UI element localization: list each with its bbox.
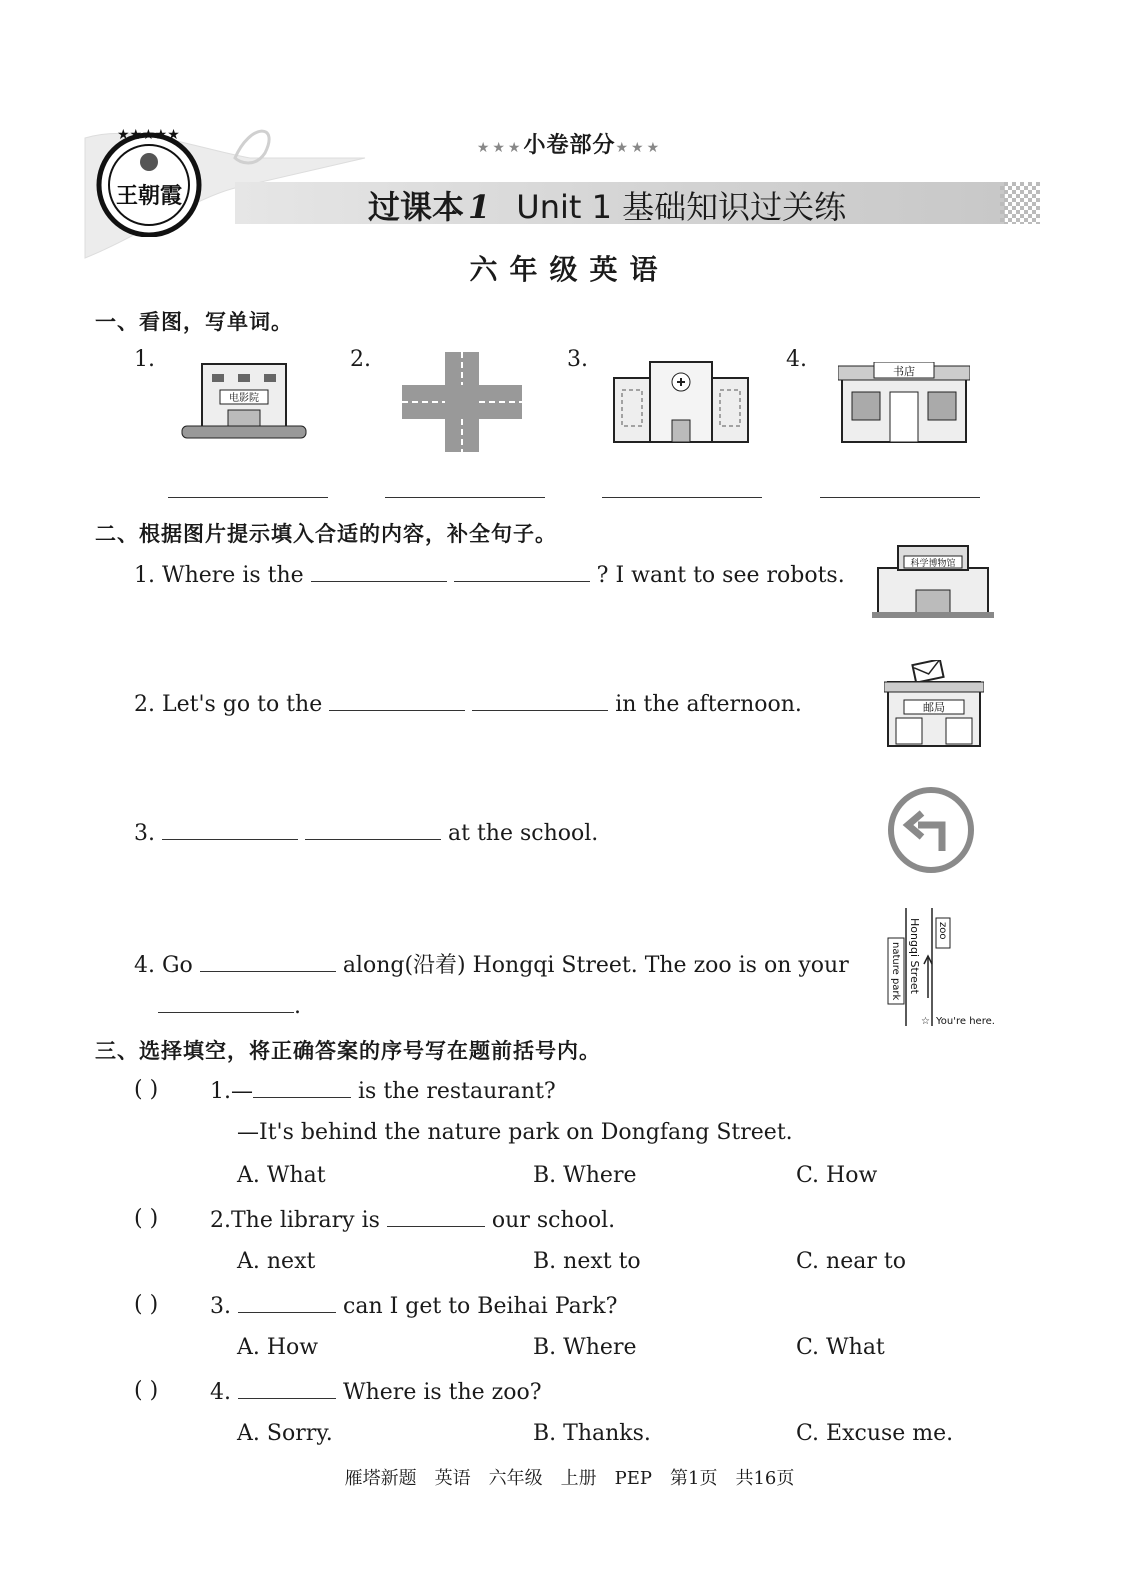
option-b: B. Thanks. (533, 1421, 651, 1446)
s3-paren[interactable]: ( ) (134, 1206, 159, 1231)
svg-text:☆: ☆ (921, 1016, 930, 1027)
bookstore-building-icon (838, 362, 970, 444)
answer-blank[interactable] (162, 819, 298, 840)
s2-question-4-line2: . (158, 992, 301, 1019)
answer-line[interactable] (168, 497, 328, 498)
option-c: C. How (796, 1163, 878, 1188)
svg-text:★★★★★: ★★★★★ (117, 127, 180, 143)
s1-item-num: 4. (786, 347, 807, 372)
answer-blank[interactable] (238, 1292, 336, 1313)
answer-blank[interactable] (311, 561, 447, 582)
logo-text: 王朝霞 (115, 184, 183, 209)
answer-blank[interactable] (158, 992, 294, 1013)
answer-blank[interactable] (253, 1077, 351, 1098)
answer-blank[interactable] (329, 690, 465, 711)
s3-question-1: 1.— is the restaurant? (210, 1079, 556, 1104)
s1-item-num: 3. (567, 347, 588, 372)
option-a: A. What (237, 1163, 326, 1188)
s1-item-num: 2. (350, 347, 371, 372)
option-b: B. Where (533, 1335, 637, 1360)
answer-blank[interactable] (200, 951, 336, 972)
svg-text:书店: 书店 (893, 365, 915, 378)
hospital-building-icon (610, 360, 752, 445)
grade-heading: 六年级英语 (469, 253, 670, 286)
s3-question-3: 3. can I get to Beihai Park? (210, 1294, 618, 1319)
s3-paren[interactable]: ( ) (134, 1292, 159, 1317)
svg-text:Hongqi Street: Hongqi Street (908, 918, 921, 994)
s2-question-3: 3. at the school. (134, 821, 599, 846)
answer-line[interactable] (385, 497, 545, 498)
option-a: A. Sorry. (237, 1421, 333, 1446)
option-a: A. How (237, 1335, 319, 1360)
answer-blank[interactable] (305, 819, 441, 840)
s3-question-4: 4. Where is the zoo? (210, 1380, 542, 1405)
header-subtitle: ★★★小卷部分★★★ (476, 133, 663, 158)
option-b: B. next to (533, 1249, 641, 1274)
answer-blank[interactable] (454, 561, 590, 582)
answer-line[interactable] (602, 497, 762, 498)
section2-heading: 二、根据图片提示填入合适的内容，补全句子。 (95, 522, 557, 546)
s2-question-2: 2. Let's go to the in the afternoon. (134, 692, 802, 717)
section3-heading: 三、选择填空，将正确答案的序号写在题前括号内。 (95, 1039, 601, 1063)
cinema-building-icon (178, 360, 310, 442)
option-b: B. Where (533, 1163, 637, 1188)
s2-question-1: 1. Where is the ? I want to see robots. (134, 563, 845, 588)
science-museum-icon (872, 544, 994, 620)
svg-text:科学博物馆: 科学博物馆 (910, 559, 956, 569)
section1-heading: 一、看图，写单词。 (95, 310, 293, 334)
crossing-icon (402, 352, 522, 452)
page-footer: 雁塔新题 英语 六年级 上册 PEP 第1页 共16页 (344, 1468, 795, 1489)
turn-left-sign-icon (886, 785, 976, 875)
option-a: A. next (237, 1249, 316, 1274)
answer-line[interactable] (820, 497, 980, 498)
s3-paren[interactable]: ( ) (134, 1378, 159, 1403)
svg-text:nature park: nature park (890, 942, 901, 1001)
option-c: C. Excuse me. (796, 1421, 954, 1446)
answer-blank[interactable] (472, 690, 608, 711)
svg-text:电影院: 电影院 (229, 393, 259, 404)
banner-checker-pattern (1000, 182, 1040, 224)
answer-blank[interactable] (387, 1206, 485, 1227)
svg-text:You're here.: You're here. (936, 1016, 995, 1027)
s2-question-4: 4. Go along(沿着) Hongqi Street. The zoo is on your (134, 953, 849, 978)
answer-blank[interactable] (238, 1378, 336, 1399)
page-title: 过课本 1 Unit 1 基础知识过关练 (368, 188, 847, 226)
post-office-icon (884, 660, 984, 752)
s3-question-2: 2.The library is our school. (210, 1208, 616, 1233)
s3-paren[interactable]: ( ) (134, 1077, 159, 1102)
option-c: C. What (796, 1335, 885, 1360)
svg-text:邮局: 邮局 (923, 701, 945, 714)
s1-item-num: 1. (134, 347, 155, 372)
svg-text:zoo: zoo (937, 922, 948, 940)
street-map-icon (884, 908, 1008, 1034)
option-c: C. near to (796, 1249, 906, 1274)
s3-answer-line: —It's behind the nature park on Dongfang Street. (237, 1120, 793, 1145)
